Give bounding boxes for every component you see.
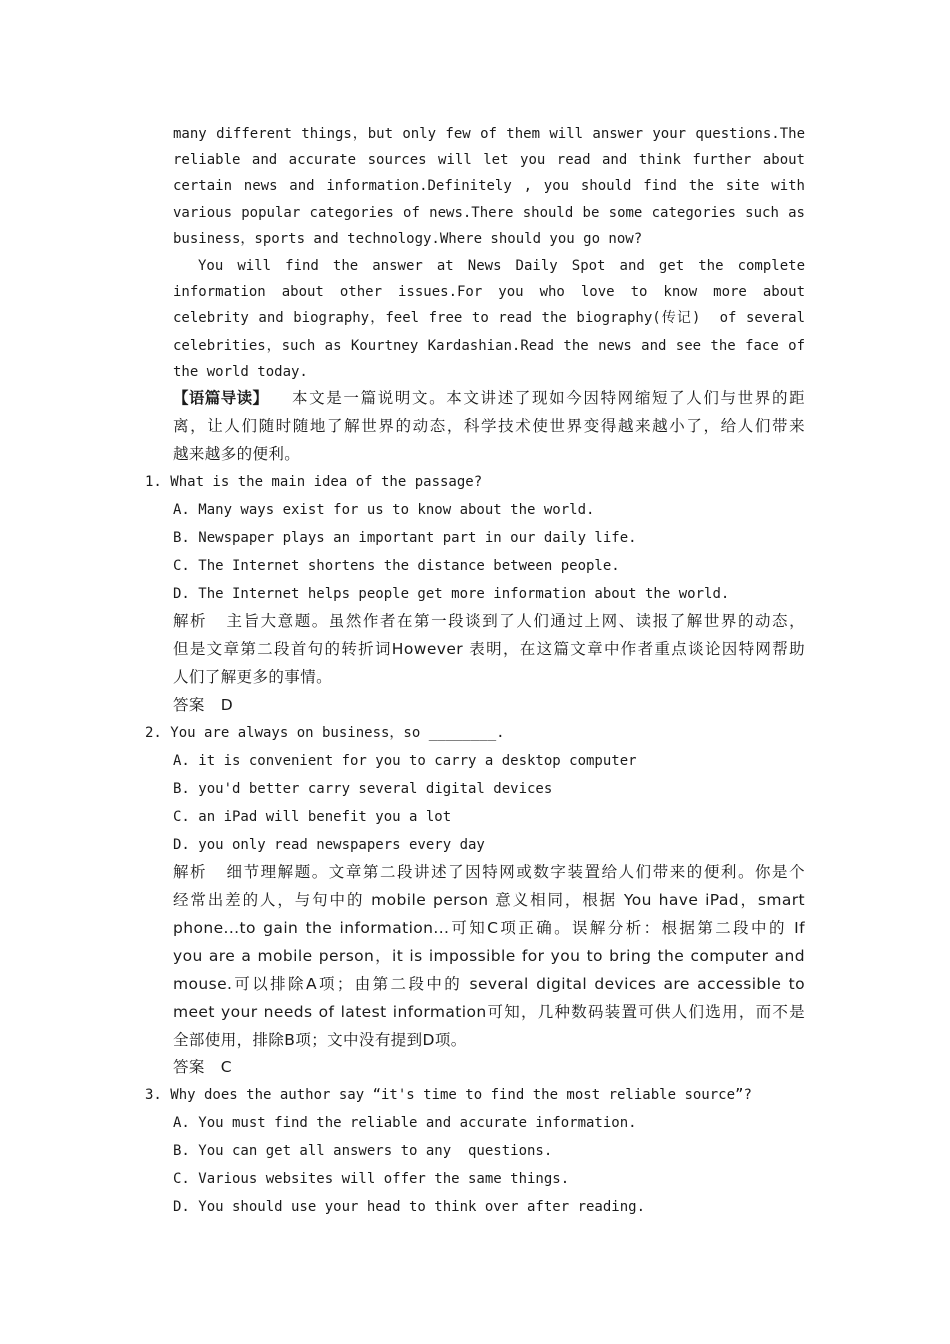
answer: 答案 C bbox=[173, 1058, 233, 1076]
passage-line: various popular categories of news.There should be some categories such as bbox=[173, 205, 805, 221]
option-b: B. You can get all answers to any questions. bbox=[173, 1143, 553, 1159]
option-c: C. Various websites will offer the same things. bbox=[173, 1171, 570, 1187]
option-c: C. an iPad will benefit you a lot bbox=[173, 809, 452, 825]
option-c: C. The Internet shortens the distance between people. bbox=[173, 558, 620, 574]
option-a: A. Many ways exist for us to know about the world. bbox=[173, 502, 595, 518]
guide-line: 本文是一篇说明文。本文讲述了现如今因特网缩短了人们与世界的距 bbox=[292, 389, 805, 407]
passage-line: reliable and accurate sources will let you read and think further about bbox=[173, 152, 805, 168]
passage-line: You will find the answer at News Daily Spot and get the complete bbox=[198, 258, 805, 274]
passage-line: certain news and information.Definitely , you should find the site with bbox=[173, 178, 805, 194]
passage-line: many different things，but only few of them will answer your questions.The bbox=[173, 126, 805, 142]
analysis-line: 解析 细节理解题。文章第二段讲述了因特网或数字装置给人们带来的便利。你是个 bbox=[173, 863, 805, 881]
analysis-line: meet your needs of latest information可知，几种数码装置可供人们选用，而不是 bbox=[173, 1003, 805, 1021]
option-d: D. You should use your head to think over after reading. bbox=[173, 1199, 646, 1215]
answer: 答案 D bbox=[173, 696, 234, 714]
question-text: 2. You are always on business，so ________. bbox=[145, 725, 505, 741]
passage-line: the world today. bbox=[173, 364, 308, 380]
analysis-line: 人们了解更多的事情。 bbox=[173, 668, 333, 686]
option-a: A. You must find the reliable and accurate information. bbox=[173, 1115, 637, 1131]
analysis-line: you are a mobile person，it is impossible for you to bring the computer and bbox=[173, 947, 805, 965]
passage-line: business，sports and technology.Where should you go now? bbox=[173, 231, 643, 247]
question-text: 3. Why does the author say “it's time to find the most reliable source”? bbox=[145, 1087, 752, 1103]
option-a: A. it is convenient for you to carry a desktop computer bbox=[173, 753, 637, 769]
analysis-line: phone...to gain the information...可知C项正确。误解分析：根据第二段中的 If bbox=[173, 919, 805, 937]
option-d: D. you only read newspapers every day bbox=[173, 837, 485, 853]
guide-line: 离，让人们随时随地了解世界的动态，科学技术使世界变得越来越小了，给人们带来 bbox=[173, 417, 805, 435]
option-b: B. you'd better carry several digital devices bbox=[173, 781, 553, 797]
question-text: 1. What is the main idea of the passage? bbox=[145, 474, 483, 490]
passage-line: information about other issues.For you who love to know more about bbox=[173, 284, 805, 300]
option-d: D. The Internet helps people get more information about the world. bbox=[173, 586, 730, 602]
analysis-line: 解析 主旨大意题。虽然作者在第一段谈到了人们通过上网、读报了解世界的动态， bbox=[173, 612, 805, 630]
passage-line: celebrity and biography，feel free to read the biography(传记) of several bbox=[173, 310, 805, 326]
passage-line: celebrities，such as Kourtney Kardashian.Read the news and see the face of bbox=[173, 338, 805, 354]
guide-line: 越来越多的便利。 bbox=[173, 445, 301, 463]
analysis-line: mouse.可以排除A项；由第二段中的 several digital devices are accessible to bbox=[173, 975, 805, 993]
option-b: B. Newspaper plays an important part in our daily life. bbox=[173, 530, 637, 546]
analysis-line: 全部使用，排除B项；文中没有提到D项。 bbox=[173, 1031, 467, 1049]
analysis-line: 但是文章第二段首句的转折词However 表明，在这篇文章中作者重点谈论因特网帮助 bbox=[173, 640, 805, 658]
guide-label: 【语篇导读】 bbox=[173, 389, 269, 407]
analysis-line: 经常出差的人，与句中的 mobile person 意义相同，根据 You have iPad，smart bbox=[173, 891, 805, 909]
